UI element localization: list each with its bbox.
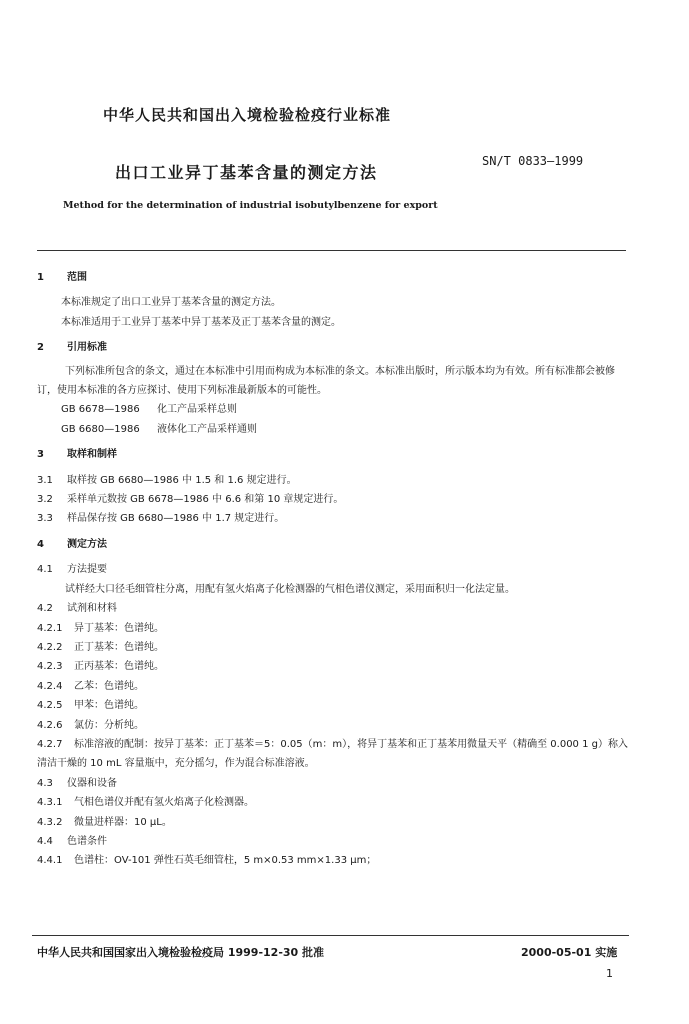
clause-4-3-2: 4.3.2 微量进样器：10 μL。 [37,816,172,828]
clause-4-2-5: 4.2.5 甲苯：色谱纯。 [37,700,144,712]
clause-3-2: 3.2 采样单元数按 GB 6678—1986 中 6.6 和第 10 章规定进行。 [37,494,344,506]
clause-4-2-1: 4.2.1 异丁基苯：色谱纯。 [37,622,164,634]
reference-1: GB 6678—1986 化工产品采样总则 [61,404,237,416]
implementation-date: 2000-05-01 实施 [521,946,618,959]
approval-statement: 中华人民共和国国家出入境检验检疫局 1999-12-30 批准 [37,946,325,959]
section-1-heading: 1 范围 [37,272,87,283]
english-title: Method for the determination of industrial isobutylbenzene for export [63,200,438,211]
clause-4-1-para: 试样经大口径毛细管柱分离，用配有氢火焰离子化检测器的气相色谱仪测定，采用面积归一化法定量。 [65,583,515,595]
document-title: 出口工业异丁基苯含量的测定方法 [115,163,378,182]
clause-4-2-6: 4.2.6 氯仿：分析纯。 [37,719,144,731]
clause-3-3: 3.3 样品保存按 GB 6680—1986 中 1.7 规定进行。 [37,513,285,525]
page-number: 1 [606,967,613,980]
section-2-heading: 2 引用标准 [37,342,107,354]
clause-3-1: 3.1 取样按 GB 6680—1986 中 1.5 和 1.6 规定进行。 [37,474,297,486]
section-2-para: 下列标准所包含的条文，通过在本标准中引用而构成为本标准的条文。本标准出版时，所示版本均为有效。所有标准都会被修订，使用本标准的各方应探讨、使用下列标准最新版本的可能性。 [37,365,615,397]
clause-4-4-1: 4.4.1 色谱柱：OV-101 弹性石英毛细管柱，5 m×0.53 mm×1.33 μm； [37,855,377,867]
standard-code: SN/T 0833—1999 [482,154,584,168]
document-body [37,268,632,871]
section-4-heading: 4 测定方法 [37,538,107,550]
clause-4-2-7: 4.2.7 标准溶液的配制：按异丁基苯：正丁基苯＝5：0.05（m：m），将异丁基苯和正丁基苯用微量天平（精确至 0.000 1 g）称入清洁干燥的 10 mL 容量瓶中，充分摇匀，作为混合标准溶液。 [37,738,628,770]
clause-4-3-heading: 4.3 仪器和设备 [37,777,117,789]
clause-4-4-heading: 4.4 色谱条件 [37,835,107,847]
issuing-organization: 中华人民共和国出入境检验检疫行业标准 [103,106,392,124]
footer-divider [32,935,629,936]
clause-4-3-1: 4.3.1 气相色谱仪并配有氢火焰离子化检测器。 [37,797,254,809]
clause-4-2-4: 4.2.4 乙苯：色谱纯。 [37,680,144,692]
clause-4-1-heading: 4.1 方法提要 [37,564,107,576]
section-1-para-2: 本标准适用于工业异丁基苯中异丁基苯及正丁基苯含量的测定。 [61,316,341,328]
clause-4-2-3: 4.2.3 正丙基苯：色谱纯。 [37,661,164,673]
section-3-heading: 3 取样和制样 [37,449,117,461]
reference-2: GB 6680—1986 液体化工产品采样通则 [61,423,257,435]
clause-4-2-2: 4.2.2 正丁基苯：色谱纯。 [37,641,164,653]
header-divider [37,250,626,251]
section-1-para-1: 本标准规定了出口工业异丁基苯含量的测定方法。 [61,297,281,309]
clause-4-2-heading: 4.2 试剂和材料 [37,603,117,615]
